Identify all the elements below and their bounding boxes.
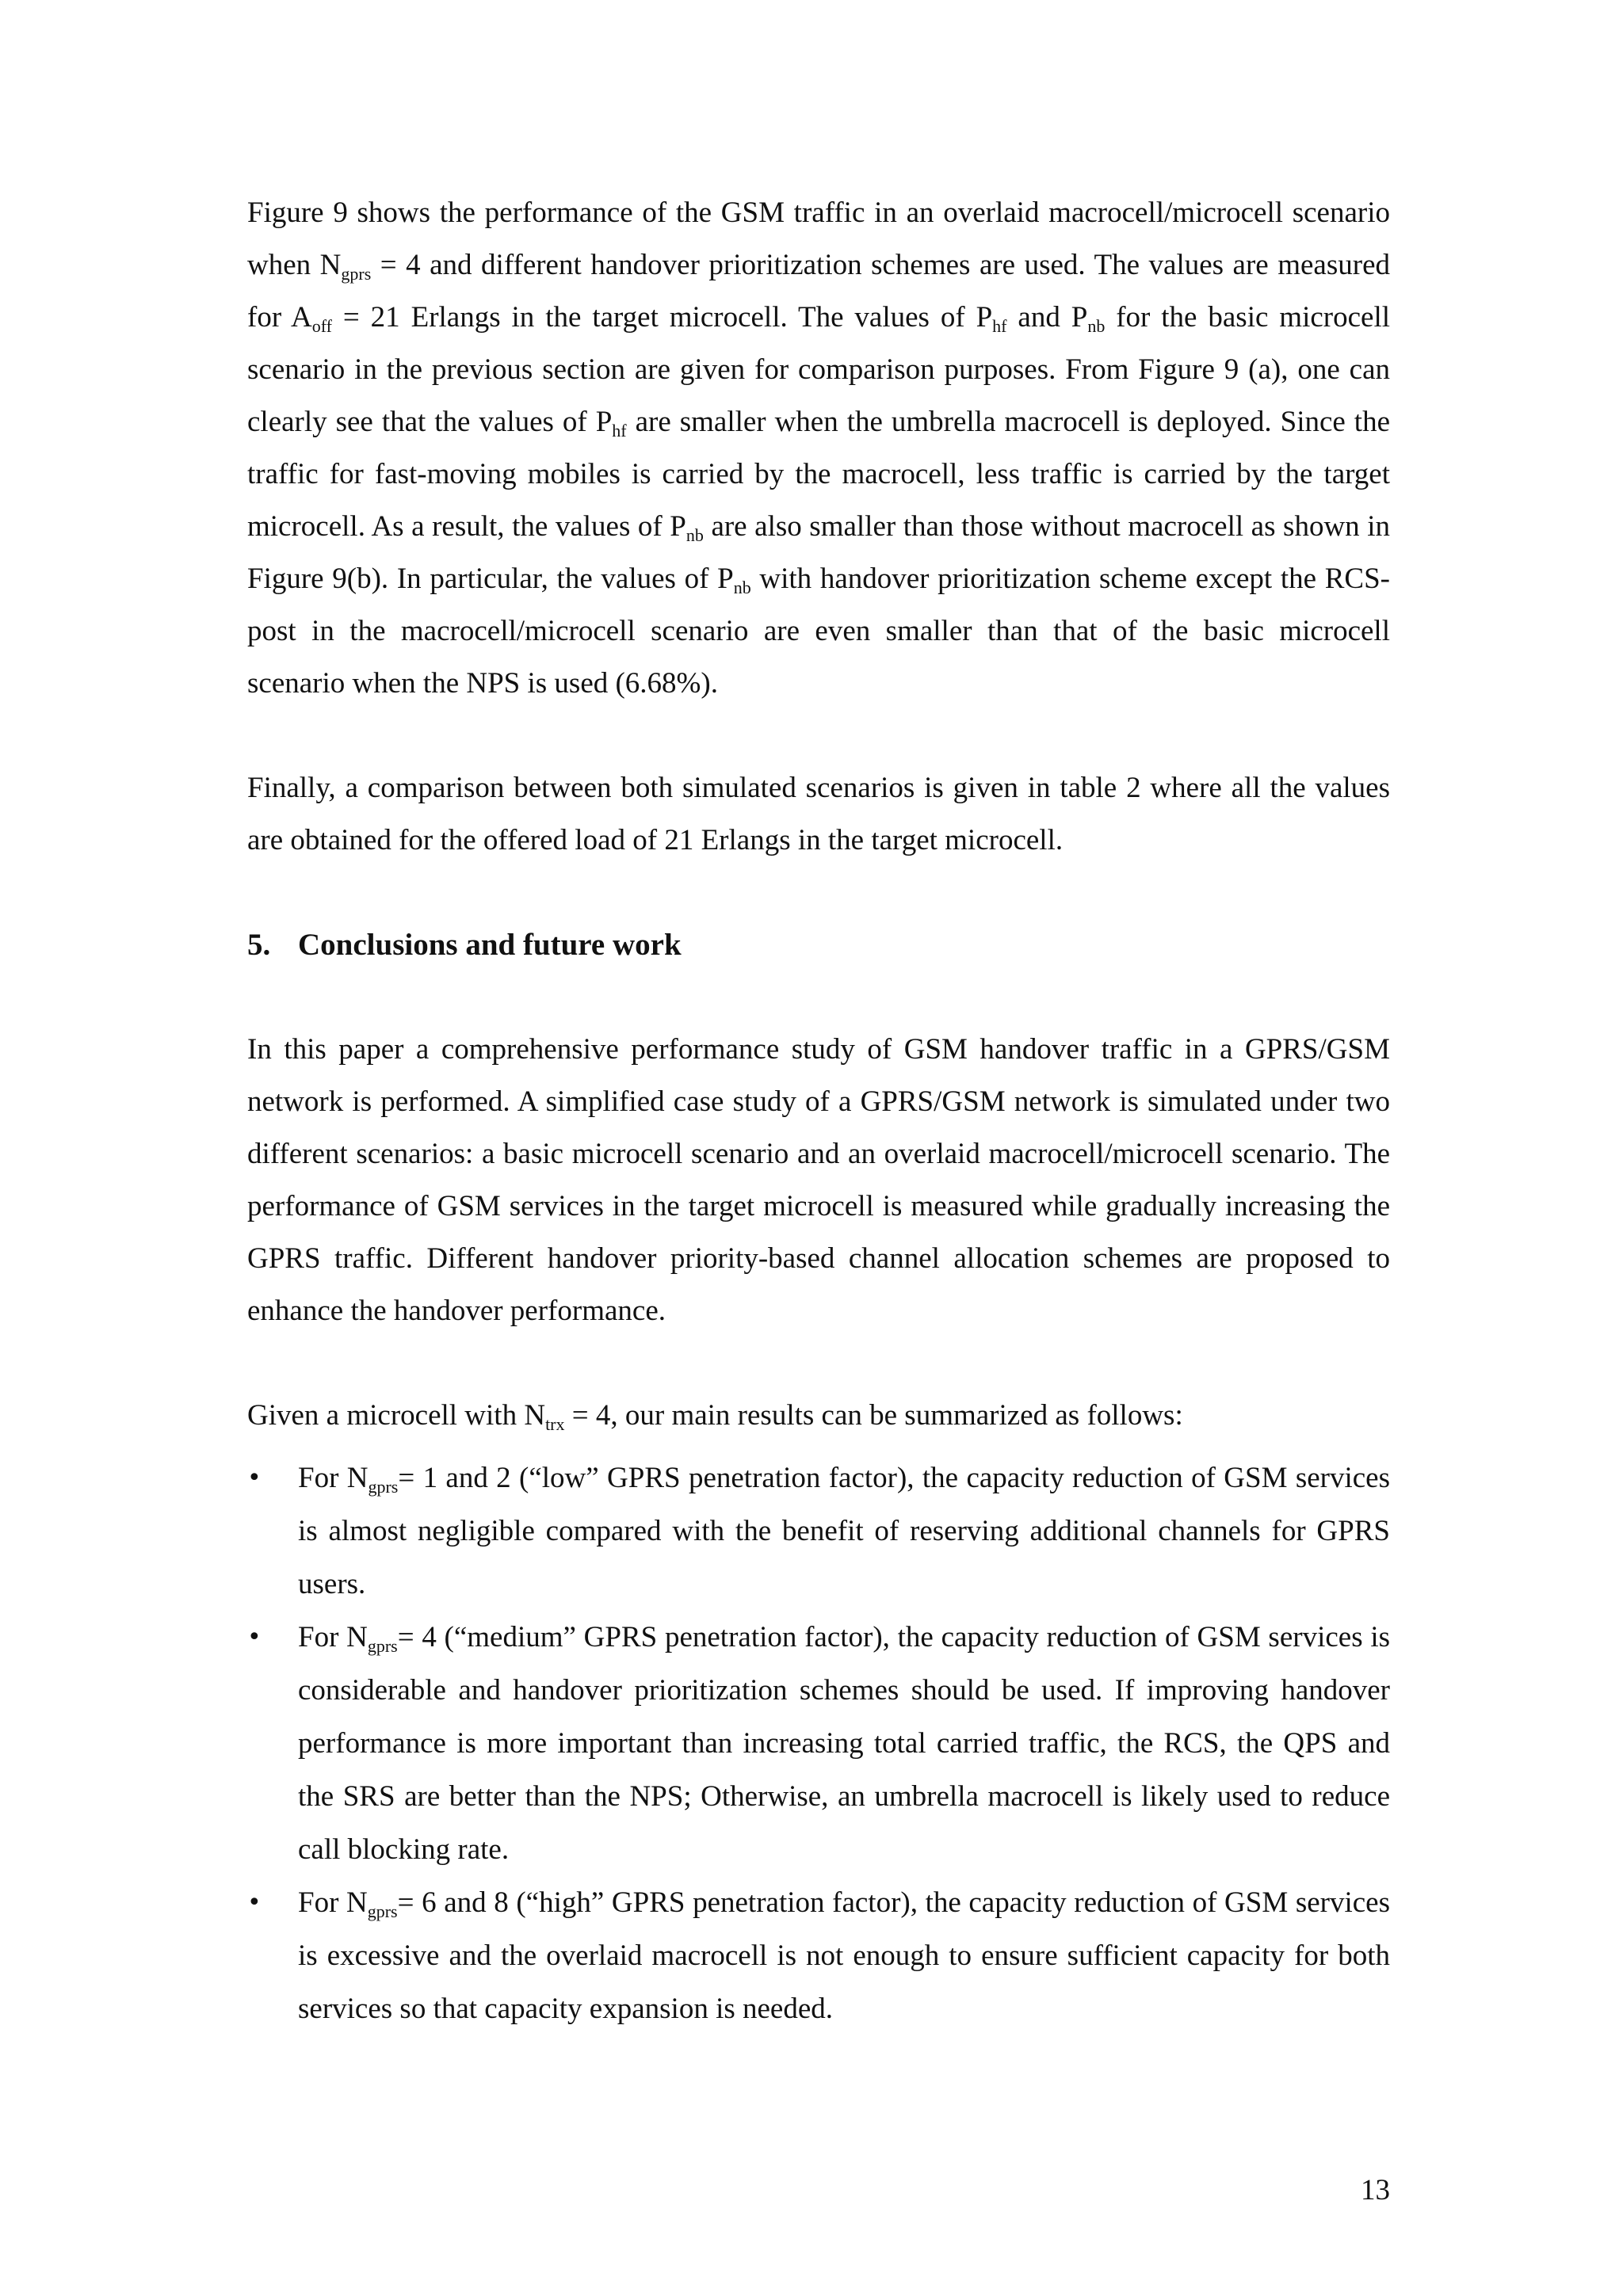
paragraph-figure-9: Figure 9 shows the performance of the GSM traffic in an overlaid macrocell/microcell scenario when $N_{gprs} = 4$ and different handover prioritization schemes are used. The values are measured for $A_{off} = 21$ Erlangs in the target microcell. The values of $P_{hf}$ and $P_{nb}$ for the basic microcell scenario in the previous section are given for comparison purposes. From Figure 9 (a), one can clearly see that the values of $P_{hf}$ are smaller when the umbrella macrocell is deployed. Since the traffic for fast-moving mobiles is carried by the macrocell, less traffic is carried by the target microcell. As a result, the values of $P_{nb}$ are also smaller than those without macrocell as shown in Figure 9(b). In particular, the values of $P_{nb}$ with handover prioritization scheme except the RCS-post in the macrocell/microcell scenario are even smaller than that of the basic microcell scenario when the NPS is used (6.68%). xyxy=(247,196,1391,700)
results-list xyxy=(247,1451,1390,2035)
paragraph-study-summary: In this paper a comprehensive performance study of GSM handover traffic in a GPRS/GSM network is performed. A simplified case study of a GPRS/GSM network is simulated under two different scenarios: a basic microcell scenario and an overlaid macrocell/microcell scenario. The performance of GSM services in the target microcell is measured while gradually increasing the GPRS traffic. Different handover priority-based channel allocation schemes are proposed to enhance the handover performance. xyxy=(247,1033,1390,1327)
list-item: • For $N_{gprs}= 4$ (“medium” GPRS penetration factor), the capacity reduction of GSM services is considerable and handover prioritization schemes should be used. If improving handover performance is more important than increasing total carried traffic, the RCS, the QPS and the SRS are better than the NPS; Otherwise, an umbrella macrocell is likely used to reduce call blocking rate. xyxy=(247,1611,1390,1876)
section-title: Conclusions and future work xyxy=(298,928,682,962)
paragraph-comparison: Finally, a comparison between both simulated scenarios is given in table 2 where all the values are obtained for the offered load of 21 Erlangs in the target microcell. xyxy=(247,772,1390,856)
bullet-icon: • xyxy=(247,1623,262,1651)
bullet-icon: • xyxy=(247,1464,262,1492)
section-heading xyxy=(247,919,1390,971)
section-number: 5. xyxy=(247,928,271,962)
main-content xyxy=(247,187,1390,2035)
page-number: 13 xyxy=(1361,2174,1390,2206)
list-item: • For $N_{gprs}= 1$ and 2 (“low” GPRS penetration factor), the capacity reduction of GSM services is almost negligible compared with the benefit of reserving additional channels for GPRS users. xyxy=(247,1451,1390,1611)
paragraph-results-intro: Given a microcell with $N_{trx} = 4$, our main results can be summarized as follows: xyxy=(247,1399,1183,1434)
list-item: • For $N_{gprs}= 6$ and 8 (“high” GPRS penetration factor), the capacity reduction of GSM services is excessive and the overlaid macrocell is not enough to ensure sufficient capacity for both services so that capacity expansion is needed. xyxy=(247,1876,1390,2035)
bullet-icon: • xyxy=(247,1889,262,1917)
